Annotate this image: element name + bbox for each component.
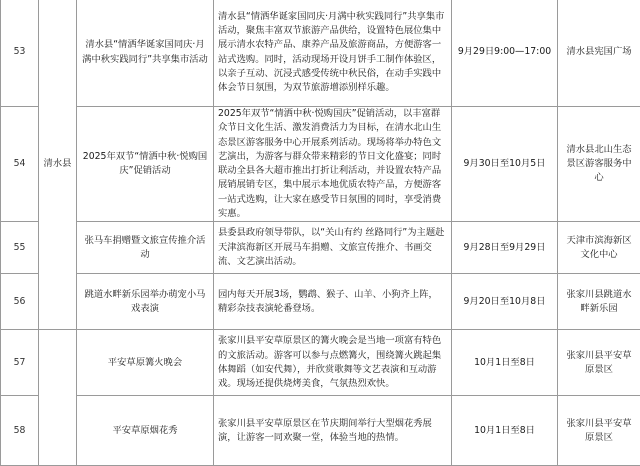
activity-name: 平安草原篝火晚会	[77, 330, 214, 396]
activity-description: 张家川县平安草原景区在节庆期间举行大型烟花秀展演，让游客一同欢聚一堂，体验当地的热情。	[214, 396, 452, 466]
table-row	[1, 396, 640, 466]
activity-time: 10月1日至8日	[452, 396, 558, 466]
activity-place: 张家川县平安草原景区	[558, 330, 640, 396]
activity-name: 平安草原烟花秀	[77, 396, 214, 466]
activity-description: 2025年双节“情洒中秋·悦购国庆”促销活动，以丰富群众节日文化生活、激发消费活力为目标，在清水北山生态景区游客服务中心开展系列活动。现场将举办特色文艺演出，为游客与群众带来精彩的节日文化盛宴；同时联动全县各大超市推出打折让利活动，并设置农特产品展销展销专区，集中展示本地优质农特产品，方便游客一站式选购，让大家在感受节日氛围的同时，享受消费实惠。	[214, 107, 452, 222]
activity-place: 张家川县平安草原景区	[558, 396, 640, 466]
county-cell: 清水县	[39, 0, 77, 330]
table-row	[1, 222, 640, 274]
county-cell-empty	[39, 330, 77, 466]
table-row	[1, 0, 640, 107]
row-number: 55	[1, 222, 39, 274]
activity-description: 张家川县平安草原景区的篝火晚会是当地一项富有特色的文旅活动。游客可以参与点燃篝火，围绕篝火跳起集体舞蹈（如安代舞），并欣赏歌舞等文艺表演和互动游戏。现场还提供烧烤美食，气氛热烈欢快。	[214, 330, 452, 396]
row-number: 54	[1, 107, 39, 222]
activity-time: 9月28日至9月29日	[452, 222, 558, 274]
activity-name: 2025年双节“情洒中秋·悦购国庆”促销活动	[77, 107, 214, 222]
table-row	[1, 330, 640, 396]
row-number: 56	[1, 274, 39, 330]
table-row	[1, 274, 640, 330]
activity-description: 园内每天开展3场，鹦鹉、猴子、山羊、小狗齐上阵，精彩杂技表演轮番登场。	[214, 274, 452, 330]
table-row	[1, 107, 640, 222]
row-number: 57	[1, 330, 39, 396]
activity-name: 张马车捐赠暨文旅宣传推介活动	[77, 222, 214, 274]
activity-name: 清水县“情洒华诞家国同庆·月满中秋实践同行”共享集市活动	[77, 0, 214, 107]
activity-time: 9月20日至10月8日	[452, 274, 558, 330]
row-number: 58	[1, 396, 39, 466]
activity-place: 清水县宪国广场	[558, 0, 640, 107]
activity-name: 跳道水畔新乐园举办萌宠小马戏表演	[77, 274, 214, 330]
activity-description: 县委县政府领导带队，以“关山有约 丝路同行”为主题赴天津滨海新区开展马车捐赠、文旅宣传推介、书画交流、文艺演出活动。	[214, 222, 452, 274]
activity-time: 10月1日至8日	[452, 330, 558, 396]
row-number: 53	[1, 0, 39, 107]
activity-place: 张家川县跳道水畔新乐园	[558, 274, 640, 330]
activity-time: 9月29日9:00—17:00	[452, 0, 558, 107]
activity-place: 天津市滨海新区文化中心	[558, 222, 640, 274]
activity-time: 9月30日至10月5日	[452, 107, 558, 222]
activity-description: 清水县“情洒华诞家国同庆·月满中秋实践同行”共享集市活动，聚焦丰富双节旅游产品供给，设置特色展位集中展示清水农特产品、康养产品及旅游商品，方便游客一站式选购。同时，活动现场开设月饼手工制作体验区，以亲子互动、沉浸式感受传统中秋民俗，在动手实践中体会节日氛围，为双节旅游增添别样乐趣。	[214, 0, 452, 107]
activity-place: 清水县北山生态景区游客服务中心	[558, 107, 640, 222]
